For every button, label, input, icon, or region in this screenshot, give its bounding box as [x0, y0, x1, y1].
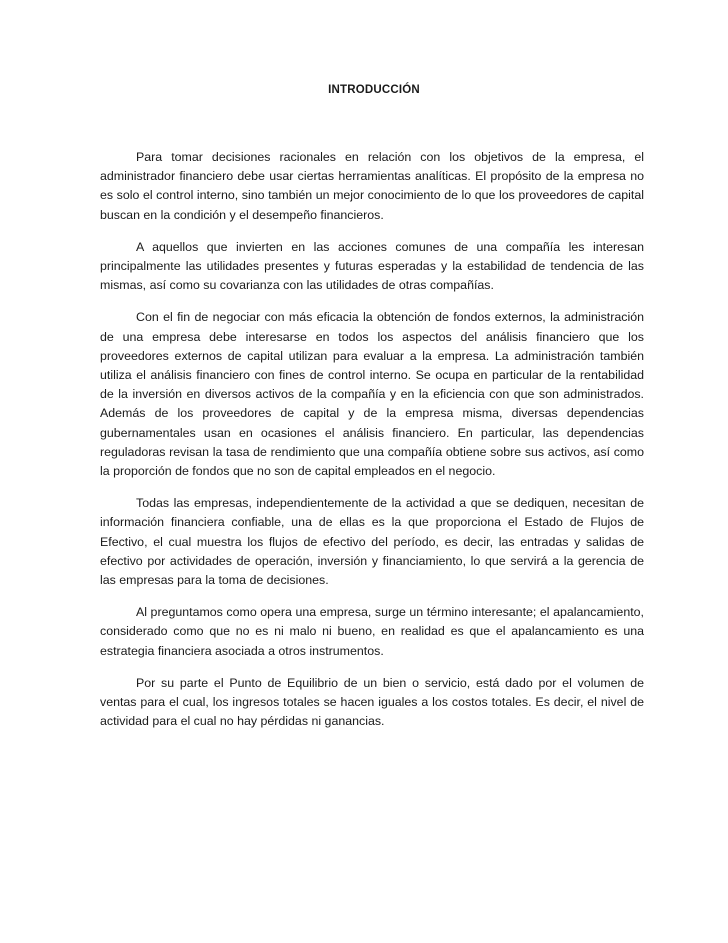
paragraph-3: Con el fin de negociar con más eficacia la obtención de fondos externos, la administración de una empresa debe interesarse en todos los aspectos del análisis financiero que los proveedores externos de capital utilizan para evaluar a la empresa. La administración también utiliza el análisis financiero con fines de control interno. Se ocupa en particular de la rentabilidad de la inversión en diversos activos de la compañía y en la eficiencia con que son administrados. Además de los proveedores de capital y de la empresa misma, diversas dependencias gubernamentales usan en ocasiones el análisis financiero. En particular, las dependencias reguladoras revisan la tasa de rendimiento que una compañía obtiene sobre sus activos, así como la proporción de fondos que no son de capital empleados en el negocio.: [100, 310, 644, 479]
page-title: INTRODUCCIÓN: [328, 84, 420, 96]
paragraph-6: Por su parte el Punto de Equilibrio de un bien o servicio, está dado por el volumen de ventas para el cual, los ingresos totales se hacen iguales a los costos totales. Es decir, el nivel de actividad para el cual no hay pérdidas ni ganancias.: [100, 675, 644, 729]
paragraph-2: A aquellos que invierten en las acciones comunes de una compañía les interesan principalmente las utilidades presentes y futuras esperadas y la estabilidad de tendencia de las mismas, así como su covarianza con las utilidades de otras compañías.: [100, 239, 644, 293]
paragraph-1: Para tomar decisiones racionales en relación con los objetivos de la empresa, el administrador financiero debe usar ciertas herramientas analíticas. El propósito de la empresa no es solo el control interno, sino también un mejor conocimiento de lo que los proveedores de capital buscan en la condición y el desempeño financieros.: [100, 150, 644, 222]
paragraph-5: Al preguntamos como opera una empresa, surge un término interesante; el apalancamiento, considerado como que no es ni malo ni bueno, en realidad es que el apalancamiento es una estrategia financiera asociada a otros instrumentos.: [100, 605, 644, 658]
paragraph-4: Todas las empresas, independientemente de la actividad a que se dediquen, necesitan de información financiera confiable, una de ellas es la que proporciona el Estado de Flujos de Efectivo, el cual muestra los flujos de efectivo del período, es decir, las entradas y salidas de efectivo por actividades de operación, inversión y financiamiento, lo que servirá a la gerencia de las empresas para la toma de decisiones.: [100, 496, 644, 588]
document-body: [100, 148, 644, 744]
